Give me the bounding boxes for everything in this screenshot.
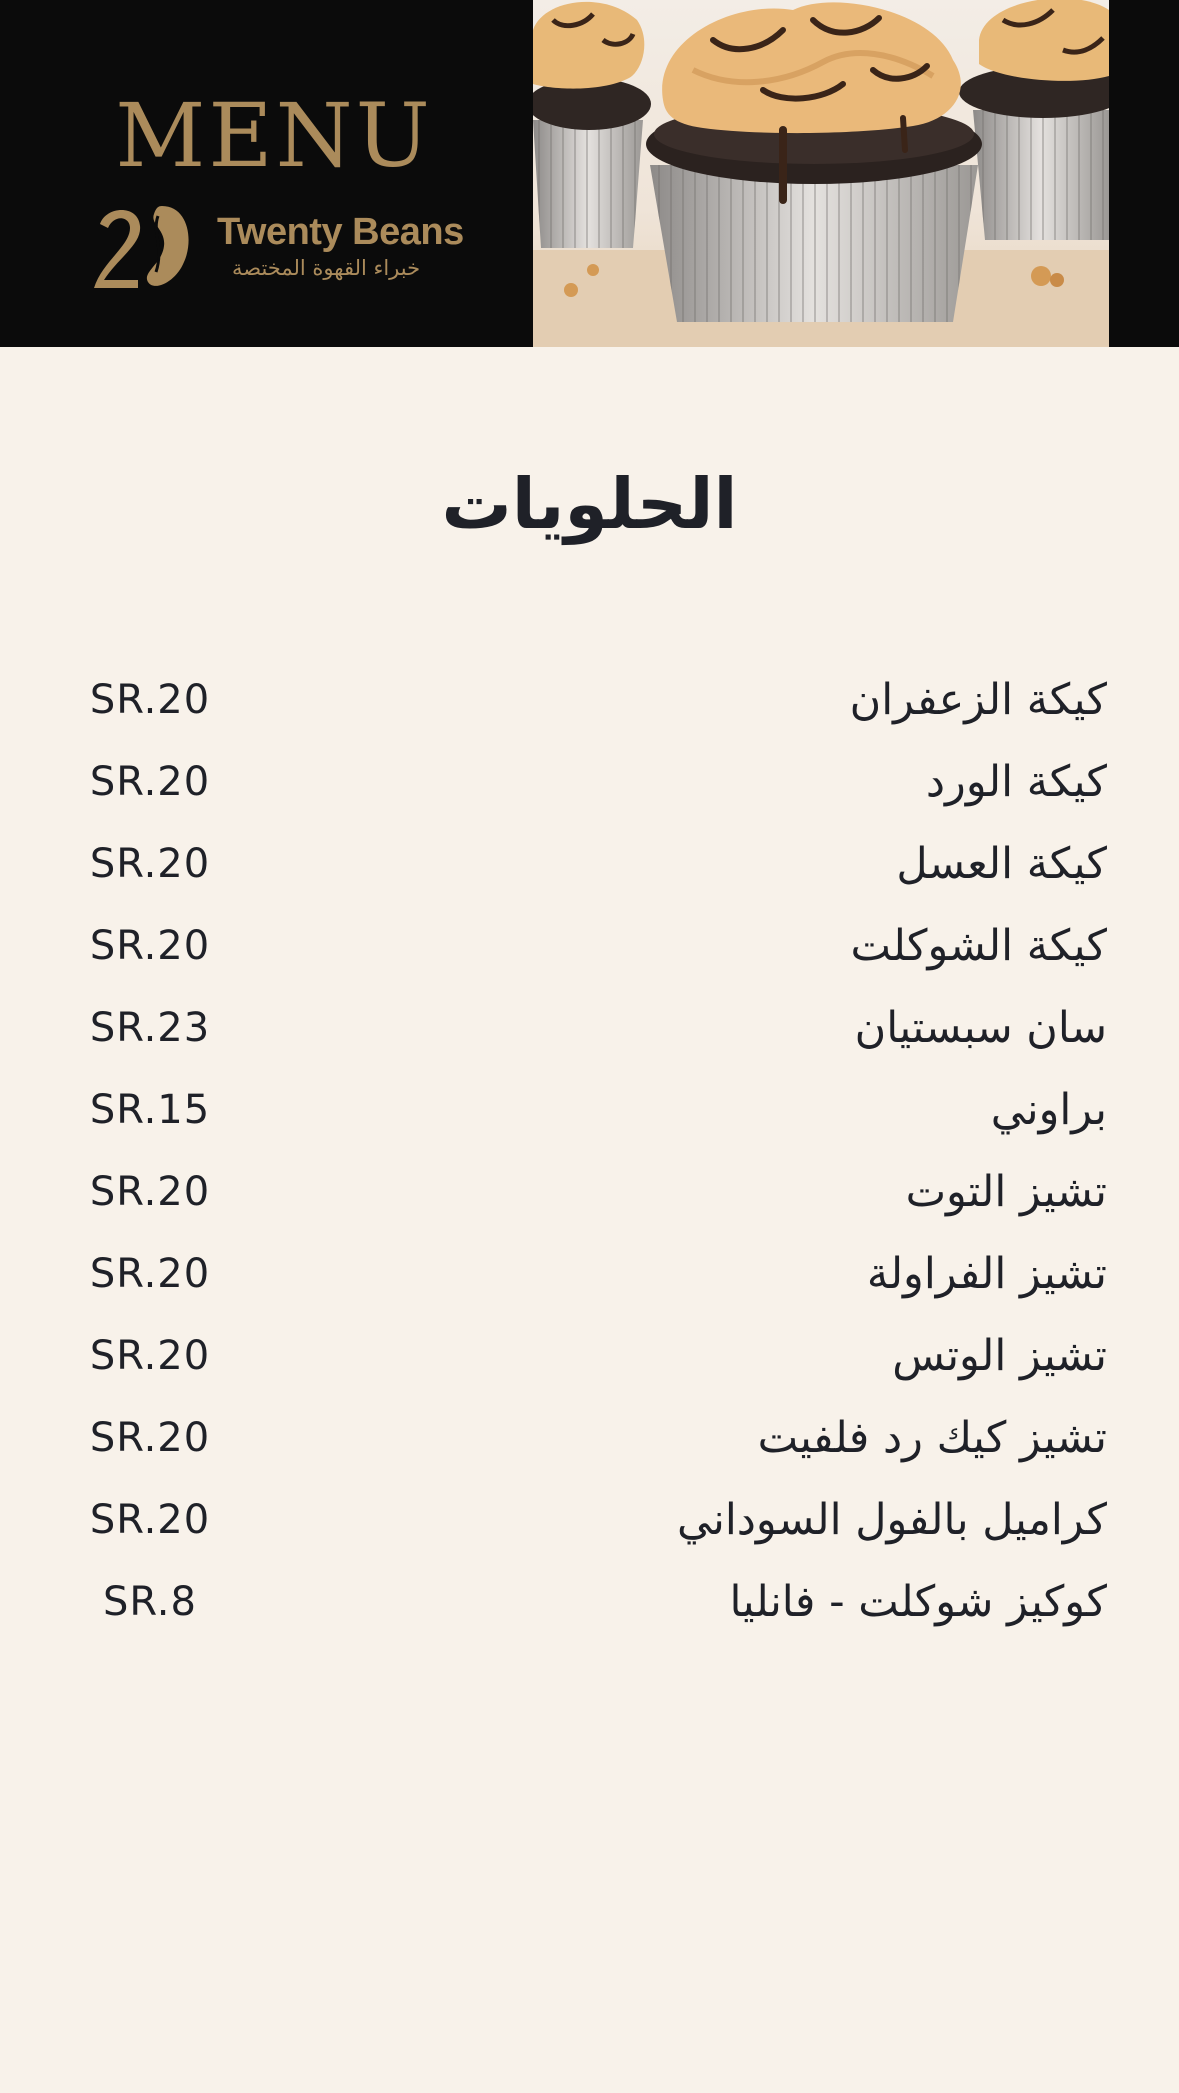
menu-item <box>0 1244 1179 1326</box>
menu-item <box>0 1408 1179 1490</box>
menu-item-name: كراميل بالفول السوداني <box>677 1495 1107 1545</box>
menu-item-name: سان سبستيان <box>854 1003 1107 1053</box>
menu-item-price: SR.15 <box>89 1087 211 1133</box>
menu-item <box>0 1572 1179 1654</box>
menu-item-price: SR.20 <box>89 677 211 723</box>
menu-item <box>0 670 1179 752</box>
menu-items-list <box>0 670 1179 1654</box>
brand-name: Twenty Beans <box>217 211 464 253</box>
menu-header <box>0 0 1179 347</box>
menu-item-price: SR.8 <box>103 1579 197 1625</box>
brand-tagline: خبراء القهوة المختصة <box>232 256 421 280</box>
menu-item-price: SR.23 <box>89 1005 211 1051</box>
menu-item <box>0 1326 1179 1408</box>
brand-block <box>0 0 533 347</box>
menu-title: MENU <box>115 84 433 187</box>
menu-item-price: SR.20 <box>89 841 211 887</box>
menu-item-name: كيكة الورد <box>925 757 1107 807</box>
menu-item-name: تشيز الفراولة <box>866 1249 1107 1299</box>
menu-item <box>0 1162 1179 1244</box>
menu-item-price: SR.20 <box>89 759 211 805</box>
menu-item-name: تشيز الوتس <box>892 1331 1107 1381</box>
menu-item-price: SR.20 <box>89 1415 211 1461</box>
menu-item <box>0 752 1179 834</box>
menu-item-name: كيكة العسل <box>896 839 1107 889</box>
menu-item-price: SR.20 <box>89 1169 211 1215</box>
menu-item <box>0 998 1179 1080</box>
section-title-desserts: الحلويات <box>441 463 738 545</box>
menu-item <box>0 1490 1179 1572</box>
twenty-beans-logo-icon <box>92 202 194 290</box>
menu-item <box>0 834 1179 916</box>
menu-item <box>0 1080 1179 1162</box>
menu-item-price: SR.20 <box>89 1333 211 1379</box>
menu-item-name: كيكة الشوكلت <box>850 921 1107 971</box>
menu-item-name: تشيز كيك رد فلفيت <box>757 1413 1107 1463</box>
menu-item <box>0 916 1179 998</box>
menu-item-name: كيكة الزعفران <box>849 675 1107 725</box>
menu-item-name: تشيز التوت <box>905 1167 1107 1217</box>
menu-item-name: براوني <box>990 1085 1107 1135</box>
cupcakes-photo <box>533 0 1109 347</box>
menu-item-price: SR.20 <box>89 1497 211 1543</box>
menu-item-price: SR.20 <box>89 923 211 969</box>
menu-item-price: SR.20 <box>89 1251 211 1297</box>
menu-item-name: كوكيز شوكلت - فانليا <box>729 1577 1107 1627</box>
